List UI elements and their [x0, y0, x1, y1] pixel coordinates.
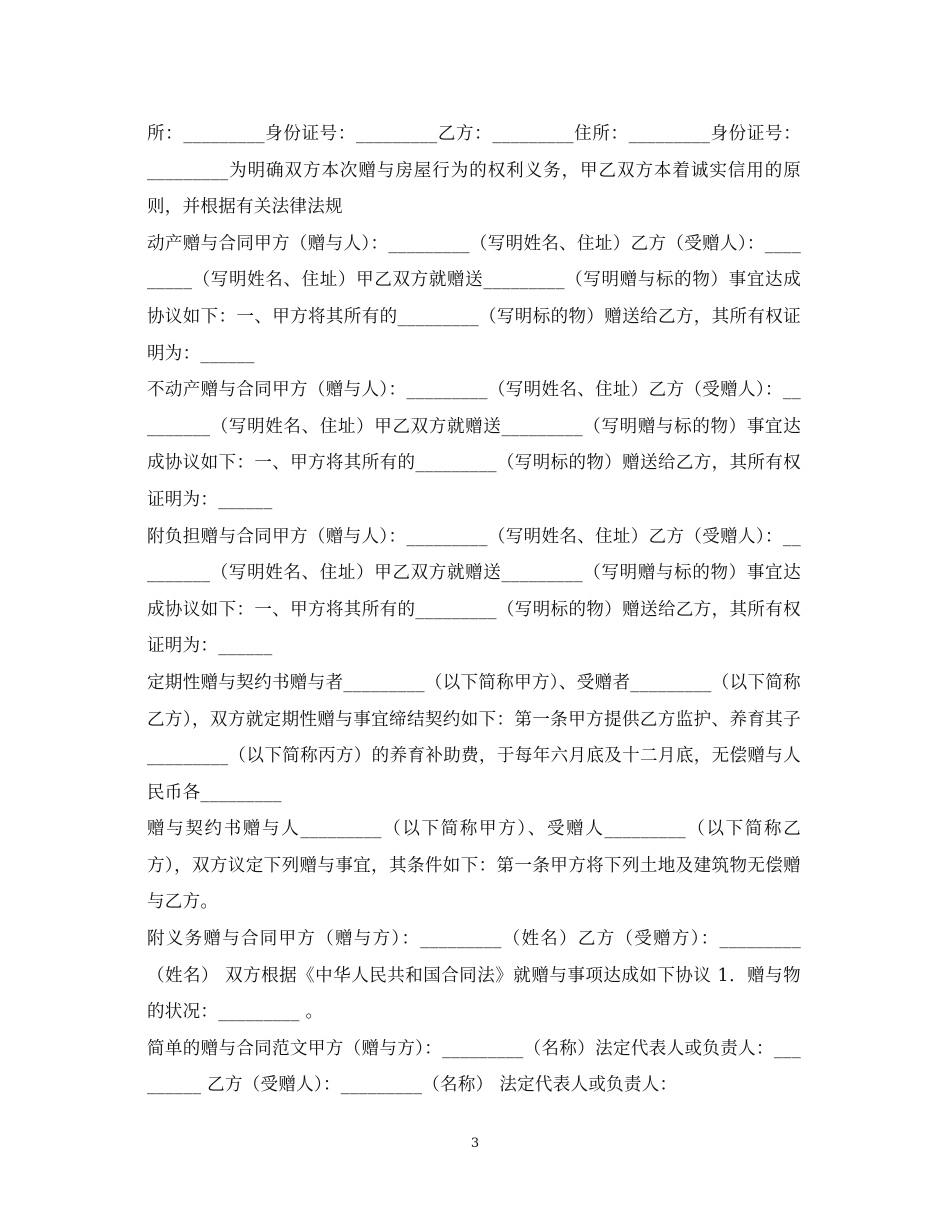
paragraph-periodic-gift: 定期性赠与契约书赠与者_________（以下简称甲方）、受赠者_________（以下简称乙方），双方就定期性赠与事宜缔结契约如下：第一条甲方提供乙方监护、养育其子_________（以下简称丙方）的养育补助费，于每年六月底及十二月底，无偿赠与人民币各_________ — [147, 672, 801, 803]
page-number: 3 — [470, 1136, 480, 1151]
paragraph-burdened-gift: 附负担赠与合同甲方（赠与人）：_________（写明姓名、住址）乙方（受赠人）：_________（写明姓名、住址）甲乙双方就赠送_________（写明赠与标的物）事宜达成协议如下：一、甲方将其所有的_________（写明标的物）赠送给乙方，其所有权证明为：______ — [147, 526, 801, 657]
paragraph-gift-contract: 赠与契约书赠与人_________（以下简称甲方）、受赠人_________（以下简称乙方），双方议定下列赠与事宜，其条件如下：第一条甲方将下列土地及建筑物无偿赠与乙方。 — [147, 819, 801, 913]
paragraph-real-estate-gift: 不动产赠与合同甲方（赠与人）：_________（写明姓名、住址）乙方（受赠人）：_________（写明姓名、住址）甲乙双方就赠送_________（写明赠与标的物）事宜达成协议如下：一、甲方将其所有的_________（写明标的物）赠送给乙方，其所有权证明为：______ — [147, 380, 801, 510]
paragraph-house-gift-intro: 所：_________身份证号：_________乙方：_________住所：_________身份证号：_________为明确双方本次赠与房屋行为的权利义务，甲乙双方本着诚实信用的原则，并根据有关法律法规 — [147, 124, 801, 218]
document-body — [147, 116, 801, 1104]
paragraph-obligation-gift: 附义务赠与合同甲方（赠与方）：_________（姓名）乙方（受赠方）：_________（姓名） 双方根据《中华人民共和国合同法》就赠与事项达成如下协议 1．赠与物的状况：_________ 。 — [147, 929, 801, 1023]
paragraph-simple-gift-contract: 简单的赠与合同范文甲方（赠与方）：_________（名称）法定代表人或负责人：_________ 乙方（受赠人）：_________（名称） 法定代表人或负责人： — [147, 1038, 801, 1096]
paragraph-movable-property-gift: 动产赠与合同甲方（赠与人）：_________（写明姓名、住址）乙方（受赠人）：_________（写明姓名、住址）甲乙双方就赠送_________（写明赠与标的物）事宜达成协议如下：一、甲方将其所有的_________（写明标的物）赠送给乙方，其所有权证明为：______ — [147, 233, 801, 364]
